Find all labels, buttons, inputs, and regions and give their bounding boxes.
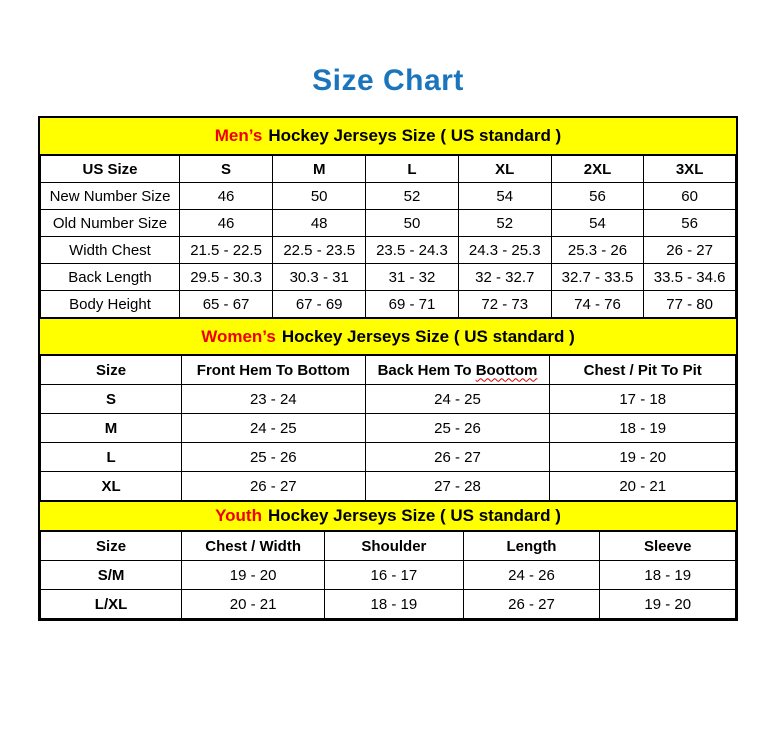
table-row <box>41 561 736 590</box>
size-cell: 23 - 24 <box>182 385 365 414</box>
table-row <box>41 414 736 443</box>
size-cell: 50 <box>366 210 458 237</box>
size-cell: 20 - 21 <box>550 472 736 501</box>
size-cell: 19 - 20 <box>182 561 325 590</box>
size-cell: 18 - 19 <box>550 414 736 443</box>
womens-header-row <box>41 356 736 385</box>
size-cell: 17 - 18 <box>550 385 736 414</box>
size-cell: 74 - 76 <box>551 291 643 318</box>
row-label: Back Length <box>41 264 180 291</box>
size-cell: 18 - 19 <box>600 561 736 590</box>
size-cell: 48 <box>273 210 366 237</box>
row-label: New Number Size <box>41 183 180 210</box>
youth-col-size: Size <box>41 532 182 561</box>
mens-col-3xl: 3XL <box>644 156 736 183</box>
size-cell: 69 - 71 <box>366 291 458 318</box>
size-cell: 32.7 - 33.5 <box>551 264 643 291</box>
back-hem-text: Back Hem To <box>377 361 472 379</box>
size-cell: 26 - 27 <box>182 472 365 501</box>
table-row <box>41 385 736 414</box>
size-cell: 24 - 25 <box>182 414 365 443</box>
womens-col-chest: Chest / Pit To Pit <box>550 356 736 385</box>
womens-size-table <box>40 355 736 501</box>
table-row <box>41 183 736 210</box>
row-label: S <box>41 385 182 414</box>
table-row <box>41 291 736 318</box>
size-cell: 18 - 19 <box>325 590 463 619</box>
womens-col-back-hem <box>365 356 550 385</box>
size-cell: 30.3 - 31 <box>273 264 366 291</box>
mens-col-m: M <box>273 156 366 183</box>
size-cell: 24 - 25 <box>365 385 550 414</box>
size-cell: 25 - 26 <box>365 414 550 443</box>
row-label: Body Height <box>41 291 180 318</box>
page-title: Size Chart <box>312 64 464 97</box>
table-row <box>41 472 736 501</box>
youth-col-chest-width: Chest / Width <box>182 532 325 561</box>
table-row <box>41 237 736 264</box>
size-cell: 19 - 20 <box>550 443 736 472</box>
youth-col-length: Length <box>463 532 600 561</box>
size-cell: 21.5 - 22.5 <box>180 237 273 264</box>
size-cell: 24.3 - 25.3 <box>458 237 551 264</box>
size-cell: 60 <box>644 183 736 210</box>
table-row <box>41 590 736 619</box>
row-label: L <box>41 443 182 472</box>
size-cell: 65 - 67 <box>180 291 273 318</box>
womens-band-text: Hockey Jerseys Size ( US standard ) <box>281 326 575 346</box>
size-cell: 24 - 26 <box>463 561 600 590</box>
youth-band-highlight: Youth <box>215 506 262 525</box>
size-cell: 72 - 73 <box>458 291 551 318</box>
row-label: S/M <box>41 561 182 590</box>
youth-header-row <box>41 532 736 561</box>
size-cell: 56 <box>551 183 643 210</box>
womens-band-highlight: Women’s <box>201 326 276 346</box>
size-cell: 32 - 32.7 <box>458 264 551 291</box>
size-cell: 26 - 27 <box>463 590 600 619</box>
table-row <box>41 210 736 237</box>
size-cell: 16 - 17 <box>325 561 463 590</box>
back-hem-misspelled-word: Boottom <box>475 361 538 379</box>
size-chart <box>38 116 738 621</box>
size-cell: 33.5 - 34.6 <box>644 264 736 291</box>
mens-size-table <box>40 155 736 318</box>
mens-col-2xl: 2XL <box>551 156 643 183</box>
youth-section-band <box>40 501 736 531</box>
size-cell: 52 <box>458 210 551 237</box>
size-cell: 46 <box>180 183 273 210</box>
mens-col-l: L <box>366 156 458 183</box>
row-label: XL <box>41 472 182 501</box>
size-cell: 23.5 - 24.3 <box>366 237 458 264</box>
size-cell: 25.3 - 26 <box>551 237 643 264</box>
size-cell: 20 - 21 <box>182 590 325 619</box>
size-cell: 27 - 28 <box>365 472 550 501</box>
youth-col-shoulder: Shoulder <box>325 532 463 561</box>
size-cell: 56 <box>644 210 736 237</box>
size-cell: 77 - 80 <box>644 291 736 318</box>
size-cell: 26 - 27 <box>644 237 736 264</box>
size-cell: 19 - 20 <box>600 590 736 619</box>
row-label: Width Chest <box>41 237 180 264</box>
mens-section-band <box>40 118 736 155</box>
row-label: M <box>41 414 182 443</box>
youth-col-sleeve: Sleeve <box>600 532 736 561</box>
mens-band-text: Hockey Jerseys Size ( US standard ) <box>268 126 562 145</box>
mens-col-us-size: US Size <box>41 156 180 183</box>
womens-col-size: Size <box>41 356 182 385</box>
size-cell: 46 <box>180 210 273 237</box>
youth-size-table <box>40 531 736 619</box>
mens-col-xl: XL <box>458 156 551 183</box>
mens-col-s: S <box>180 156 273 183</box>
size-cell: 25 - 26 <box>182 443 365 472</box>
row-label: L/XL <box>41 590 182 619</box>
table-row <box>41 443 736 472</box>
womens-section-band <box>40 318 736 355</box>
size-cell: 52 <box>366 183 458 210</box>
size-cell: 26 - 27 <box>365 443 550 472</box>
size-cell: 31 - 32 <box>366 264 458 291</box>
mens-band-highlight: Men’s <box>214 126 263 145</box>
row-label: Old Number Size <box>41 210 180 237</box>
size-cell: 54 <box>458 183 551 210</box>
table-row <box>41 264 736 291</box>
youth-band-text: Hockey Jerseys Size ( US standard ) <box>267 506 561 525</box>
size-cell: 50 <box>273 183 366 210</box>
size-cell: 22.5 - 23.5 <box>273 237 366 264</box>
mens-header-row <box>41 156 736 183</box>
size-cell: 54 <box>551 210 643 237</box>
size-cell: 67 - 69 <box>273 291 366 318</box>
womens-col-front-hem: Front Hem To Bottom <box>182 356 365 385</box>
size-cell: 29.5 - 30.3 <box>180 264 273 291</box>
